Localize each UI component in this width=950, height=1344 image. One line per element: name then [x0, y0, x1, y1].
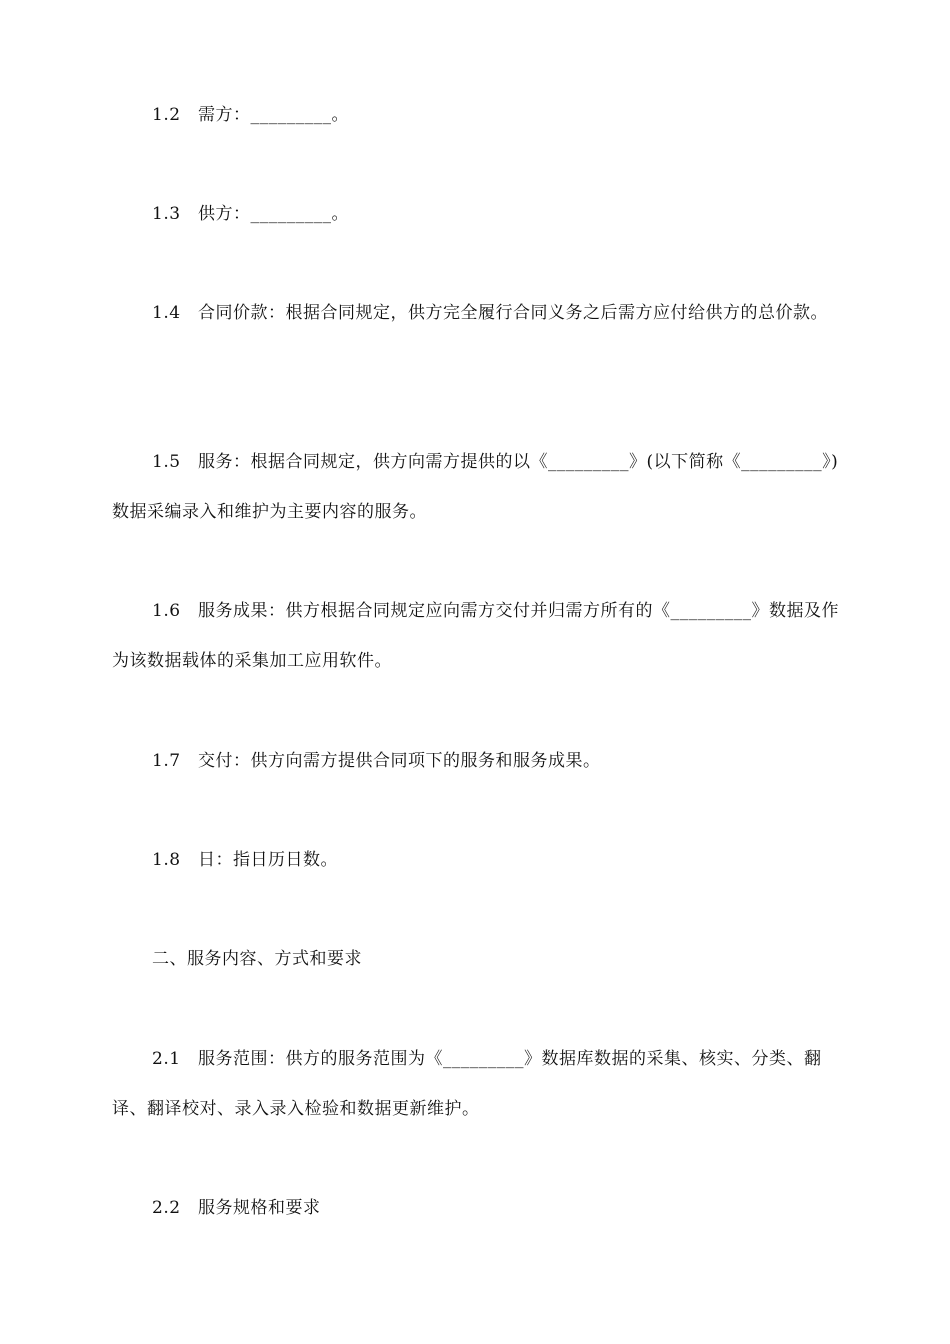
clause-2-1-service-scope: 2.1 服务范围：供方的服务范围为《_________》数据库数据的采集、核实、分类、翻译、翻译校对、录入录入检验和数据更新维护。	[112, 1049, 822, 1119]
clause-1-8-day: 1.8 日：指日历日数。	[152, 850, 339, 870]
clause-1-3-supplier: 1.3 供方：_________。	[152, 204, 350, 224]
clause-1-5-service: 1.5 服务：根据合同规定，供方向需方提供的以《_________》(以下简称《_________》)数据采编录入和维护为主要内容的服务。	[112, 452, 839, 522]
clause-2-2-service-spec: 2.2 服务规格和要求	[152, 1198, 321, 1218]
clause-1-7-delivery: 1.7 交付：供方向需方提供合同项下的服务和服务成果。	[152, 751, 601, 771]
clause-1-6-service-result: 1.6 服务成果：供方根据合同规定应向需方交付并归需方所有的《_________》数据及作为该数据载体的采集加工应用软件。	[112, 601, 840, 671]
clause-1-4-contract-price: 1.4 合同价款：根据合同规定，供方完全履行合同义务之后需方应付给供方的总价款。	[152, 303, 829, 323]
section-heading-2: 二、服务内容、方式和要求	[152, 949, 362, 969]
clause-1-2-buyer: 1.2 需方：_________。	[152, 105, 350, 125]
